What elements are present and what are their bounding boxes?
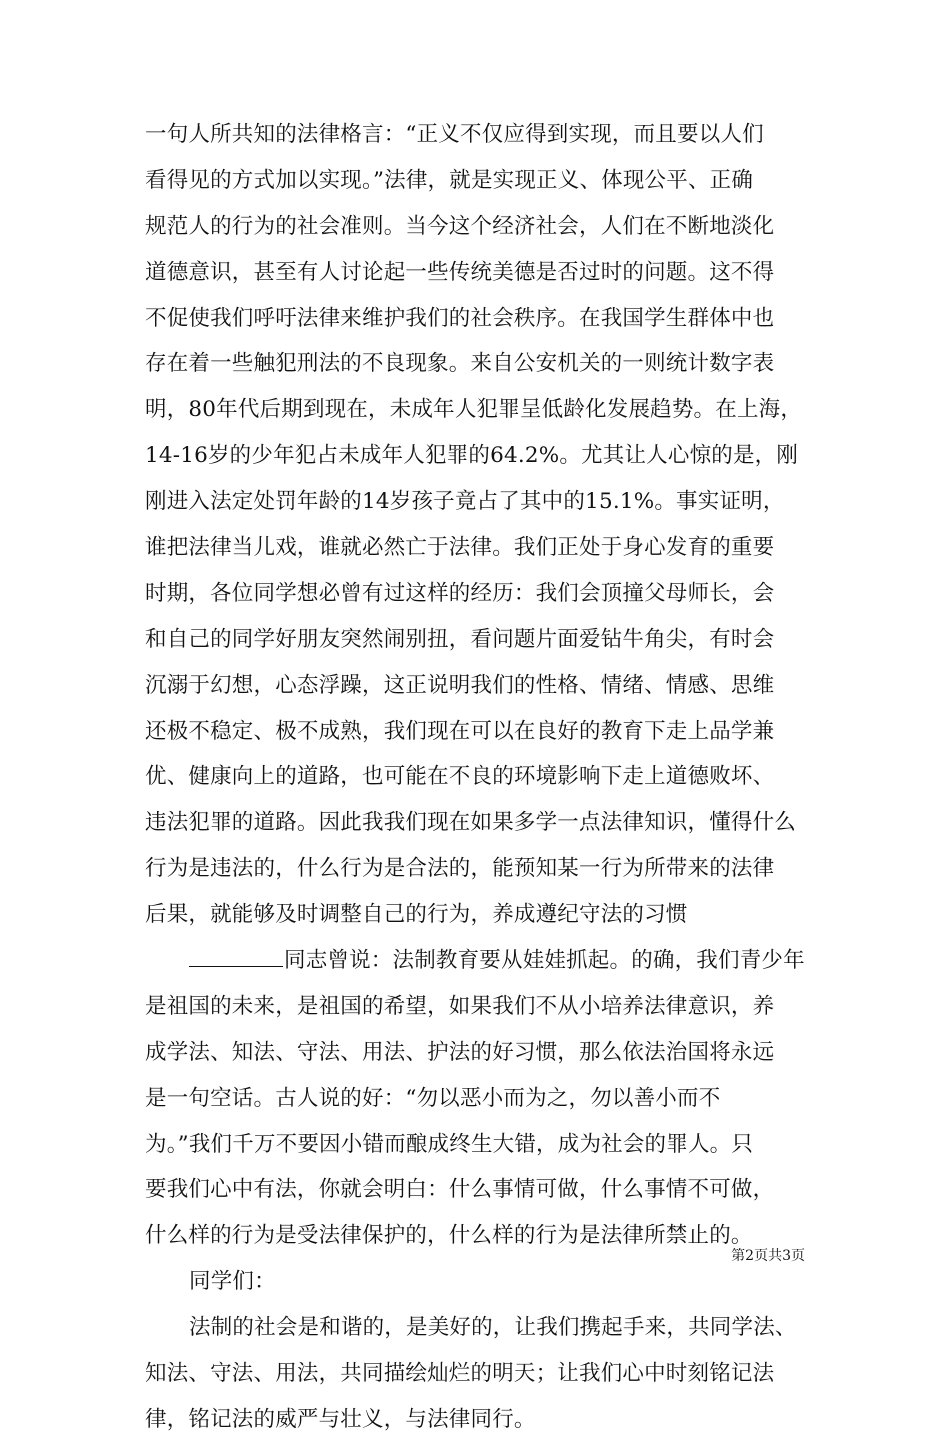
text-line: 一句人所共知的法律格言：“正义不仅应得到实现，而且要以人们 (145, 122, 764, 147)
text-line: 不促使我们呼吁法律来维护我们的社会秩序。在我国学生群体中也 (145, 305, 775, 331)
text-line: 还极不稳定、极不成熟，我们现在可以在良好的教育下走上品学兼 (145, 718, 775, 744)
text-line: 为。”我们千万不要因小错而酿成终生大错，成为社会的罪人。只 (145, 1131, 754, 1157)
page-number-footer: 第2页共3页 (731, 1248, 805, 1264)
text-line: 成学法、知法、守法、用法、护法的好习惯，那么依法治国将永远 (145, 1039, 775, 1065)
text-line: 法制的社会是和谐的，是美好的，让我们携起手来，共同学法、 (189, 1315, 797, 1341)
name-blank (189, 938, 283, 967)
text-line: 律，铭记法的威严与壮义，与法律同行。 (145, 1406, 536, 1432)
text-line: 14-16岁的少年犯占未成年人犯罪的64.2%。尤其让人心惊的是，刚 (145, 443, 799, 469)
text-line: 什么样的行为是受法律保护的，什么样的行为是法律所禁止的。 (145, 1223, 753, 1249)
text-line: 谁把法律当儿戏，谁就必然亡于法律。我们正处于身心发育的重要 (145, 535, 775, 561)
text-line: 明，80年代后期到现在，未成年人犯罪呈低龄化发展趋势。在上海， (145, 397, 803, 423)
text-line: 道德意识，甚至有人讨论起一些传统美德是否过时的问题。这不得 (145, 259, 775, 285)
text-line: 违法犯罪的道路。因此我我们现在如果多学一点法律知识，懂得什么 (145, 810, 797, 836)
text-line: 看得见的方式加以实现。”法律，就是实现正义、体现公平、正确 (145, 167, 754, 193)
text-line: 知法、守法、用法，共同描绘灿烂的明天；让我们心中时刻铭记法 (145, 1361, 775, 1387)
text-line: 行为是违法的，什么行为是合法的，能预知某一行为所带来的法律 (145, 856, 775, 882)
text-line: 和自己的同学好朋友突然闹别扭，看问题片面爱钻牛角尖，有时会 (145, 626, 775, 652)
text-line: 规范人的行为的社会准则。当今这个经济社会，人们在不断地淡化 (145, 213, 775, 239)
text-line: 是祖国的未来，是祖国的希望，如果我们不从小培养法律意识，养 (145, 993, 775, 1019)
text-line: 是一句空话。古人说的好：“勿以恶小而为之，勿以善小而不 (145, 1085, 721, 1111)
text-line: 要我们心中有法，你就会明白：什么事情可做，什么事情不可做， (145, 1177, 775, 1203)
text-line: 刚进入法定处罚年龄的14岁孩子竟占了其中的15.1%。事实证明， (145, 489, 785, 515)
text-line: 沉溺于幻想，心态浮躁，这正说明我们的性格、情绪、情感、思维 (145, 672, 775, 698)
text-line: 优、健康向上的道路，也可能在不良的环境影响下走上道德败坏、 (145, 764, 775, 790)
body-text (145, 112, 835, 1443)
text-line: 后果，就能够及时调整自己的行为，养成遵纪守法的习惯 (145, 902, 688, 928)
text-line: 时期，各位同学想必曾有过这样的经历：我们会顶撞父母师长，会 (145, 580, 775, 606)
salutation: 同学们： (189, 1269, 276, 1295)
paragraph-2-first-line (145, 938, 835, 984)
text-line: 存在着一些触犯刑法的不良现象。来自公安机关的一则统计数字表 (145, 351, 775, 377)
text-line: 同志曾说：法制教育要从娃娃抓起。的确，我们青少年 (284, 948, 805, 974)
